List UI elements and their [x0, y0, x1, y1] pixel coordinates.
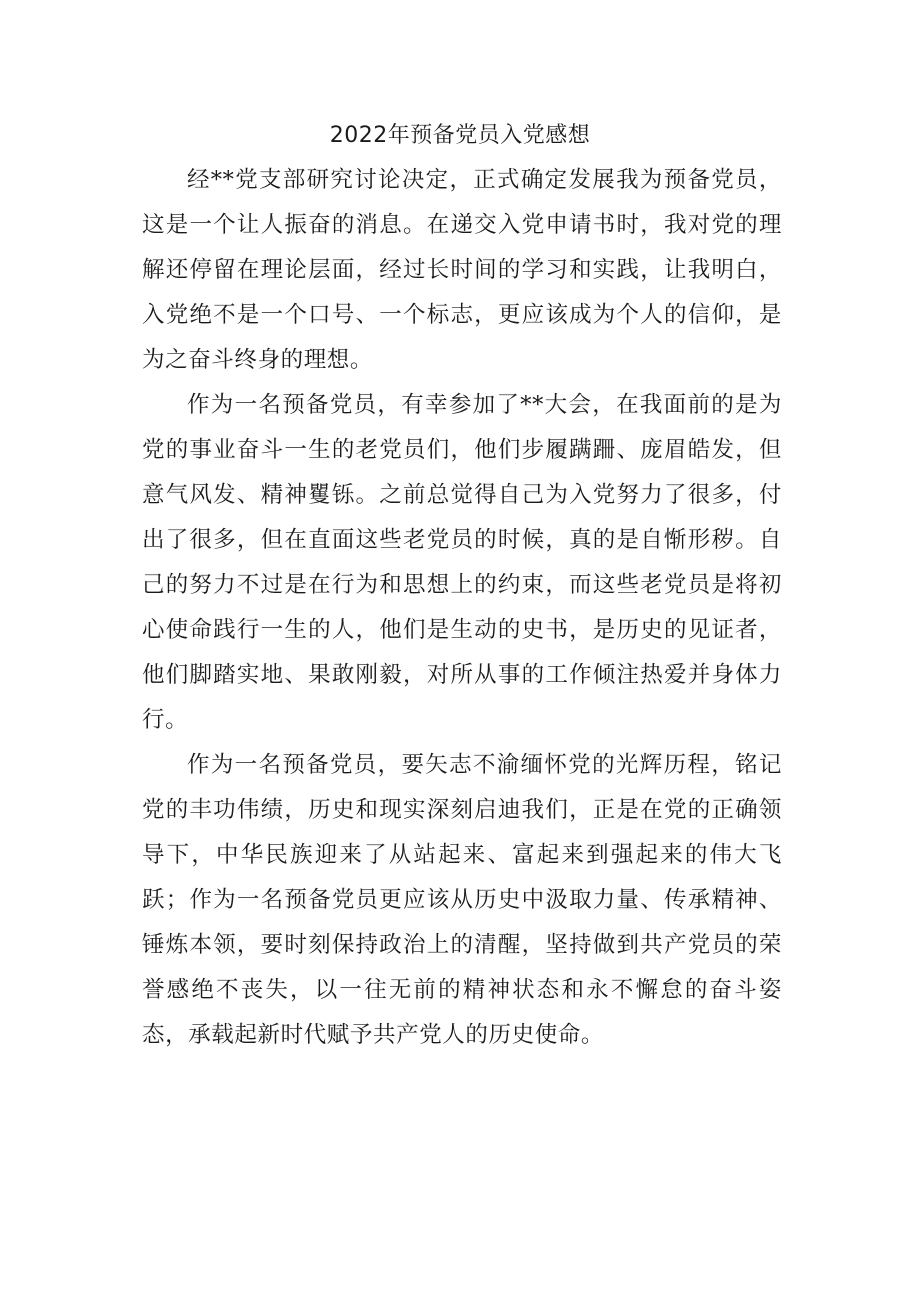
paragraph-3: 作为一名预备党员，要矢志不渝缅怀党的光辉历程，铭记党的丰功伟绩，历史和现实深刻启迪我们，正是在党的正确领导下，中华民族迎来了从站起来、富起来到强起来的伟大飞跃；作为一名预备党员更应该从历史中汲取力量、传承精神、锤炼本领，要时刻保持政治上的清醒，坚持做到共产党员的荣誉感绝不丧失，以一往无前的精神状态和永不懈怠的奋斗姿态，承载起新时代赋予共产党人的历史使命。: [142, 752, 782, 1048]
document-body: [142, 158, 782, 1058]
paragraph-2: 作为一名预备党员，有幸参加了**大会，在我面前的是为党的事业奋斗一生的老党员们，他们步履蹒跚、庞眉皓发，但意气风发、精神矍铄。之前总觉得自己为入党努力了很多，付出了很多，但在直面这些老党员的时候，真的是自惭形秽。自己的努力不过是在行为和思想上的约束，而这些老党员是将初心使命践行一生的人，他们是生动的史书，是历史的见证者，他们脚踏实地、果敢刚毅，对所从事的工作倾注热爱并身体力行。: [142, 392, 782, 733]
paragraph-1: 经**党支部研究讨论决定，正式确定发展我为预备党员，这是一个让人振奋的消息。在递交入党申请书时，我对党的理解还停留在理论层面，经过长时间的学习和实践，让我明白，入党绝不是一个口号、一个标志，更应该成为个人的信仰，是为之奋斗终身的理想。: [142, 167, 782, 373]
document-title: 2022年预备党员入党感想: [329, 123, 591, 148]
